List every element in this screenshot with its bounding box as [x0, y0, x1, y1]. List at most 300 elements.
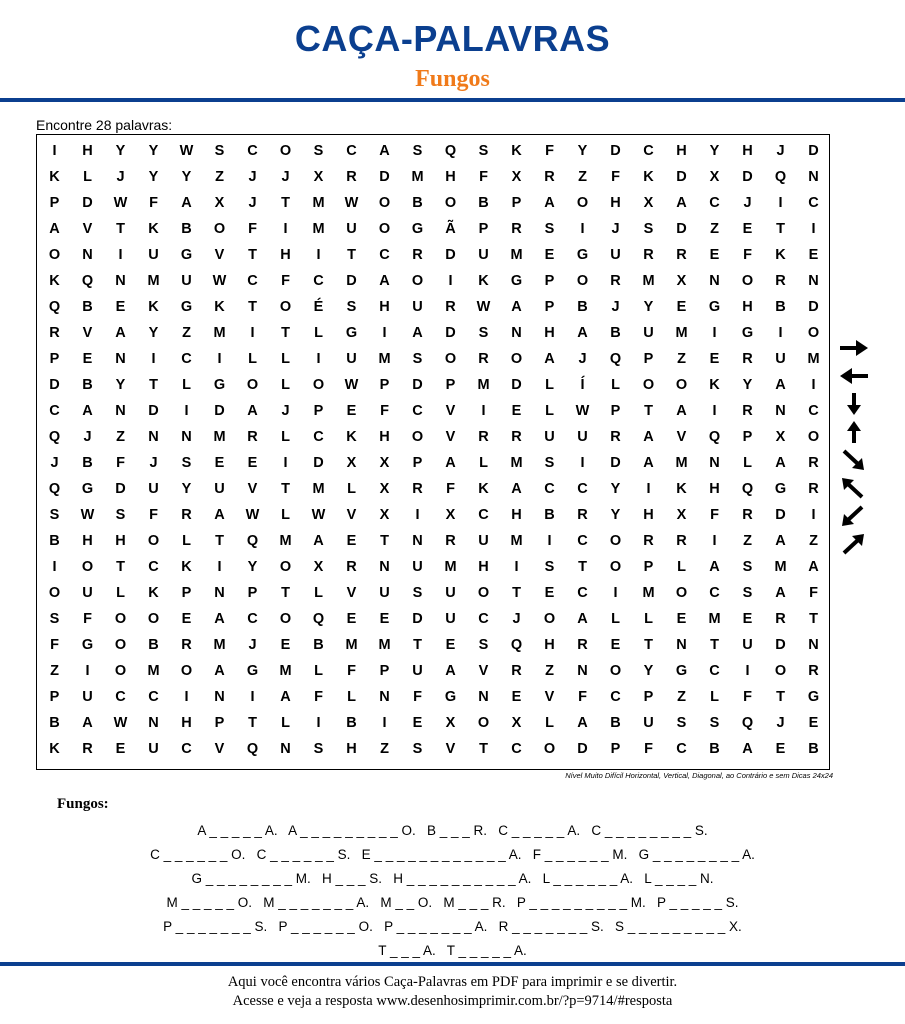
grid-letter: M [312, 221, 325, 237]
grid-letter: V [82, 221, 93, 237]
grid-letter: O [807, 325, 820, 341]
grid-letter: M [345, 637, 358, 653]
clue-line: C _ _ _ _ _ _ O. C _ _ _ _ _ _ S. E _ _ _ _ _ _ _ _ _ _ _ _ A. F _ _ _ _ _ _ M. G _ _ _ _ _ _ _ _ A. [150, 847, 755, 862]
grid-letter: K [214, 299, 225, 315]
grid-letter: Y [577, 143, 588, 159]
grid-letter: E [742, 611, 753, 627]
grid-letter: E [511, 689, 522, 705]
grid-letter: Z [182, 325, 191, 341]
grid-letter: C [247, 143, 258, 159]
grid-letter: H [379, 299, 390, 315]
grid-letter: N [775, 403, 786, 419]
grid-letter: I [811, 377, 816, 393]
grid-letter: J [83, 429, 92, 445]
grid-letter: A [313, 533, 324, 549]
grid-letter: D [412, 377, 423, 393]
grid-letter: D [412, 611, 423, 627]
grid-letter: M [312, 195, 325, 211]
grid-letter: I [514, 559, 519, 575]
grid-letter: C [577, 481, 588, 497]
grid-letter: L [677, 559, 686, 575]
grid-letter: S [676, 715, 687, 731]
grid-letter: C [709, 585, 720, 601]
grid-letter: N [379, 689, 390, 705]
grid-letter: C [544, 481, 555, 497]
grid-letter: O [543, 611, 556, 627]
grid-letter: O [576, 273, 589, 289]
grid-letter: B [808, 741, 819, 757]
grid-letter: I [316, 715, 321, 731]
grid-letter: R [445, 533, 456, 549]
grid-letter: O [147, 611, 160, 627]
grid-letter: A [742, 741, 753, 757]
grid-letter: C [49, 403, 60, 419]
grid-letter: K [181, 559, 192, 575]
grid-letter: O [444, 195, 457, 211]
grid-letter: E [676, 299, 687, 315]
grid-letter: F [380, 403, 389, 419]
grid-letter: U [379, 585, 390, 601]
grid-letter: O [48, 247, 61, 263]
grid-letter: C [115, 689, 126, 705]
grid-letter: A [280, 689, 291, 705]
grid-letter: X [676, 507, 687, 523]
grid-letter: L [644, 611, 653, 627]
grid-letter: M [213, 637, 226, 653]
grid-letter: H [742, 143, 753, 159]
grid-letter: F [446, 481, 455, 497]
grid-letter: O [81, 559, 94, 575]
footer-text: Aqui você encontra vários Caça-Palavras em PDF para imprimir e se divertir. [227, 974, 678, 990]
grid-letter: O [609, 533, 622, 549]
grid-letter: U [577, 429, 588, 445]
grid-letter: A [808, 559, 819, 575]
grid-letter: N [478, 689, 489, 705]
grid-letter: U [82, 585, 93, 601]
grid-letter: P [445, 377, 456, 393]
grid-letter: D [577, 741, 588, 757]
grid-letter: C [709, 195, 720, 211]
grid-letter: J [149, 455, 158, 471]
grid-letter: H [115, 533, 126, 549]
page-subtitle: Fungos [415, 66, 490, 92]
grid-letter: V [445, 403, 456, 419]
grid-letter: W [245, 507, 260, 523]
grid-letter: Q [48, 429, 61, 445]
grid-letter: D [808, 299, 819, 315]
grid-letter: O [675, 377, 688, 393]
grid-letter: P [610, 741, 621, 757]
grid-letter: I [580, 455, 585, 471]
grid-letter: U [214, 481, 225, 497]
grid-letter: F [743, 247, 752, 263]
grid-letter: T [215, 533, 224, 549]
grid-letter: O [312, 377, 325, 393]
grid-letter: C [643, 143, 654, 159]
grid-letter: A [214, 663, 225, 679]
arrow-down-left-icon [838, 504, 870, 528]
grid-letter: C [181, 351, 192, 367]
grid-letter: I [151, 351, 156, 367]
grid-letter: Y [247, 559, 258, 575]
grid-letter: U [412, 559, 423, 575]
grid-letter: I [745, 663, 750, 679]
grid-letter: O [411, 429, 424, 445]
grid-letter: I [580, 221, 585, 237]
grid-letter: I [250, 325, 255, 341]
grid-letter: E [346, 533, 357, 549]
grid-letter: E [346, 403, 357, 419]
grid-letter: K [49, 741, 60, 757]
grid-letter: V [346, 585, 357, 601]
grid-letter: G [807, 689, 820, 705]
grid-letter: M [279, 533, 292, 549]
grid-letter: A [214, 507, 225, 523]
grid-letter: I [382, 325, 387, 341]
grid-letter: T [248, 247, 257, 263]
grid-letter: C [808, 195, 819, 211]
grid-letter: G [708, 299, 721, 315]
grid-letter: G [741, 325, 754, 341]
grid-letter: F [479, 169, 488, 185]
grid-letter: D [148, 403, 159, 419]
grid-letter: Q [609, 351, 622, 367]
grid-letter: L [281, 377, 290, 393]
grid-letter: H [346, 741, 357, 757]
grid-letter: L [347, 481, 356, 497]
grid-letter: S [478, 143, 489, 159]
grid-letter: E [247, 455, 258, 471]
footer-link-text: Acesse e veja a resposta www.desenhosimprimir.com.br/?p=9714/#resposta [232, 993, 673, 1009]
grid-letter: R [577, 507, 588, 523]
grid-letter: C [313, 429, 324, 445]
grid-letter: G [444, 689, 457, 705]
grid-letter: R [247, 429, 258, 445]
grid-letter: A [676, 195, 687, 211]
grid-letter: J [776, 143, 785, 159]
grid-letter: O [147, 533, 160, 549]
grid-letter: A [412, 325, 423, 341]
grid-letter: J [248, 169, 257, 185]
grid-letter: K [643, 169, 654, 185]
grid-letter: E [346, 611, 357, 627]
grid-letter: K [49, 169, 60, 185]
grid-letter: D [610, 455, 621, 471]
grid-letter: Y [181, 481, 192, 497]
grid-letter: P [379, 663, 390, 679]
grid-letter: U [445, 585, 456, 601]
grid-letter: U [742, 637, 753, 653]
grid-letter: I [85, 663, 90, 679]
grid-letter: B [610, 325, 621, 341]
grid-letter: A [511, 481, 522, 497]
grid-letter: T [248, 715, 257, 731]
grid-letter: C [577, 533, 588, 549]
grid-letter: A [379, 273, 390, 289]
clue-line: T _ _ _ A. T _ _ _ _ _ A. [378, 943, 527, 958]
header-divider [0, 98, 905, 102]
grid-letter: E [445, 637, 456, 653]
grid-letter: I [415, 507, 420, 523]
grid-letter: E [775, 741, 786, 757]
grid-letter: N [280, 741, 291, 757]
grid-letter: M [411, 169, 424, 185]
grid-letter: S [544, 559, 555, 575]
grid-letter: N [214, 585, 225, 601]
grid-letter: E [115, 741, 126, 757]
grid-letter: G [345, 325, 358, 341]
grid-letter: U [148, 481, 159, 497]
grid-letter: A [577, 611, 588, 627]
grid-letter: L [281, 429, 290, 445]
arrow-right-icon [838, 336, 870, 360]
grid-letter: A [544, 351, 555, 367]
grid-letter: L [545, 403, 554, 419]
grid-letter: I [811, 221, 816, 237]
grid-letter: A [775, 585, 786, 601]
grid-letter: E [544, 585, 555, 601]
clues-title: Fungos: [57, 796, 109, 812]
grid-letter: R [511, 429, 522, 445]
grid-letter: R [346, 559, 357, 575]
grid-letter: O [576, 195, 589, 211]
grid-letter: P [181, 585, 192, 601]
grid-letter: X [379, 481, 390, 497]
footer-divider [0, 962, 905, 966]
grid-letter: I [217, 351, 222, 367]
grid-letter: G [774, 481, 787, 497]
grid-letter: Z [710, 221, 719, 237]
grid-letter: V [82, 325, 93, 341]
grid-letter: U [610, 247, 621, 263]
grid-letter: O [444, 351, 457, 367]
grid-letter: A [115, 325, 126, 341]
grid-letter: M [477, 377, 490, 393]
grid-letter: E [115, 299, 126, 315]
grid-letter: U [775, 351, 786, 367]
grid-letter: O [246, 377, 259, 393]
grid-letter: F [314, 689, 323, 705]
grid-letter: O [279, 559, 292, 575]
grid-letter: Q [48, 299, 61, 315]
grid-letter: I [184, 403, 189, 419]
grid-letter: X [775, 429, 786, 445]
grid-letter: Z [809, 533, 818, 549]
grid-letter: Ã [445, 221, 456, 237]
grid-letter: B [577, 299, 588, 315]
grid-letter: I [481, 403, 486, 419]
grid-letter: F [281, 273, 290, 289]
grid-letter: X [346, 455, 357, 471]
grid-letter: G [246, 663, 259, 679]
clue-line: M _ _ _ _ _ O. M _ _ _ _ _ _ _ A. M _ _ O. M _ _ _ R. P _ _ _ _ _ _ _ _ _ M. P _ _ _ _ _ S. [166, 895, 739, 910]
grid-letter: R [181, 507, 192, 523]
grid-letter: S [742, 559, 753, 575]
grid-letter: M [378, 637, 391, 653]
arrow-up-right-icon [838, 532, 870, 556]
grid-letter: O [543, 741, 556, 757]
grid-letter: Z [380, 741, 389, 757]
grid-letter: R [610, 273, 621, 289]
grid-letter: O [807, 429, 820, 445]
grid-letter: M [708, 611, 721, 627]
grid-letter: A [445, 663, 456, 679]
grid-letter: A [445, 455, 456, 471]
grid-letter: Q [774, 169, 787, 185]
grid-letter: U [445, 611, 456, 627]
grid-letter: Y [742, 377, 753, 393]
grid-letter: N [709, 273, 720, 289]
grid-letter: F [149, 507, 158, 523]
grid-letter: Q [246, 741, 259, 757]
grid-letter: E [544, 247, 555, 263]
grid-letter: I [118, 247, 123, 263]
grid-letter: E [82, 351, 93, 367]
grid-letter: T [116, 221, 125, 237]
grid-letter: R [742, 351, 753, 367]
grid-letter: C [478, 507, 489, 523]
grid-letter: L [182, 377, 191, 393]
grid-letter: B [49, 715, 60, 731]
grid-letter: É [313, 299, 324, 315]
grid-letter: P [313, 403, 324, 419]
grid-letter: W [311, 507, 326, 523]
grid-letter: I [283, 455, 288, 471]
grid-letter: B [544, 507, 555, 523]
grid-letter: E [709, 247, 720, 263]
grid-letter: Q [741, 481, 754, 497]
grid-letter: X [214, 195, 225, 211]
grid-letter: N [808, 273, 819, 289]
grid-letter: A [544, 195, 555, 211]
grid-letter: F [710, 507, 719, 523]
difficulty-note: Nível Muito Difícil Horizontal, Vertical, Diagonal, ao Contrário e sem Dicas 24x24 [565, 771, 833, 780]
grid-letter: O [180, 663, 193, 679]
grid-letter: Z [743, 533, 752, 549]
grid-letter: T [116, 559, 125, 575]
grid-letter: C [709, 663, 720, 679]
grid-letter: M [312, 481, 325, 497]
grid-letter: T [413, 637, 422, 653]
grid-letter: N [577, 663, 588, 679]
grid-letter: A [181, 195, 192, 211]
grid-letter: I [778, 325, 783, 341]
grid-letter: U [346, 221, 357, 237]
grid-letter: Y [148, 169, 159, 185]
grid-letter: R [181, 637, 192, 653]
grid-letter: C [511, 741, 522, 757]
grid-letter: A [577, 715, 588, 731]
grid-letter: T [281, 585, 290, 601]
grid-letter: H [610, 195, 621, 211]
grid-letter: D [445, 247, 456, 263]
grid-letter: R [412, 481, 423, 497]
grid-letter: O [48, 585, 61, 601]
grid-letter: J [248, 195, 257, 211]
grid-letter: A [247, 403, 258, 419]
grid-letter: Z [116, 429, 125, 445]
grid-letter: N [181, 429, 192, 445]
grid-letter: D [313, 455, 324, 471]
clue-line: G _ _ _ _ _ _ _ _ M. H _ _ _ S. H _ _ _ _ _ _ _ _ _ _ A. L _ _ _ _ _ _ A. L _ _ _ _ N. [191, 871, 714, 886]
grid-letter: L [743, 455, 752, 471]
grid-letter: K [346, 429, 357, 445]
grid-letter: G [213, 377, 226, 393]
grid-letter: B [412, 195, 423, 211]
grid-letter: V [676, 429, 687, 445]
grid-letter: P [214, 715, 225, 731]
grid-letter: L [611, 377, 620, 393]
grid-letter: F [50, 637, 59, 653]
grid-letter: B [82, 455, 93, 471]
grid-letter: A [49, 221, 60, 237]
grid-letter: S [643, 221, 654, 237]
grid-letter: P [544, 273, 555, 289]
grid-letter: R [775, 273, 786, 289]
grid-letter: F [611, 169, 620, 185]
grid-letter: G [81, 481, 94, 497]
grid-letter: T [380, 533, 389, 549]
grid-letter: G [576, 247, 589, 263]
grid-letter: U [478, 247, 489, 263]
grid-letter: Z [677, 351, 686, 367]
grid-letter: Q [81, 273, 94, 289]
grid-letter: I [382, 715, 387, 731]
grid-letter: P [478, 221, 489, 237]
grid-letter: H [379, 429, 390, 445]
grid-letter: W [212, 273, 227, 289]
grid-letter: Q [246, 533, 259, 549]
grid-letter: L [314, 585, 323, 601]
grid-letter: H [82, 143, 93, 159]
grid-letter: E [214, 455, 225, 471]
grid-letter: K [478, 481, 489, 497]
grid-letter: P [610, 403, 621, 419]
grid-letter: P [643, 351, 654, 367]
grid-letter: P [643, 559, 654, 575]
grid-letter: Í [580, 377, 585, 393]
grid-letter: H [676, 143, 687, 159]
grid-letter: J [611, 221, 620, 237]
grid-letter: N [808, 637, 819, 653]
grid-letter: D [742, 169, 753, 185]
grid-letter: N [379, 559, 390, 575]
grid-letter: P [49, 351, 60, 367]
grid-letter: R [742, 403, 753, 419]
grid-letter: D [49, 377, 60, 393]
grid-letter: E [742, 221, 753, 237]
grid-letter: A [709, 559, 720, 575]
grid-letter: O [378, 221, 391, 237]
grid-letter: C [346, 143, 357, 159]
grid-letter: X [379, 507, 390, 523]
grid-letter: A [511, 299, 522, 315]
grid-letter: L [611, 611, 620, 627]
grid-letter: O [114, 611, 127, 627]
grid-letter: E [412, 715, 423, 731]
grid-letter: M [510, 247, 523, 263]
grid-letter: K [148, 585, 159, 601]
grid-letter: D [115, 481, 126, 497]
grid-letter: B [148, 637, 159, 653]
grid-letter: N [808, 169, 819, 185]
grid-letter: J [743, 195, 752, 211]
page-title: CAÇA-PALAVRAS [294, 18, 611, 59]
grid-letter: K [478, 273, 489, 289]
grid-letter: P [379, 377, 390, 393]
grid-letter: B [346, 715, 357, 731]
grid-letter: P [742, 429, 753, 445]
